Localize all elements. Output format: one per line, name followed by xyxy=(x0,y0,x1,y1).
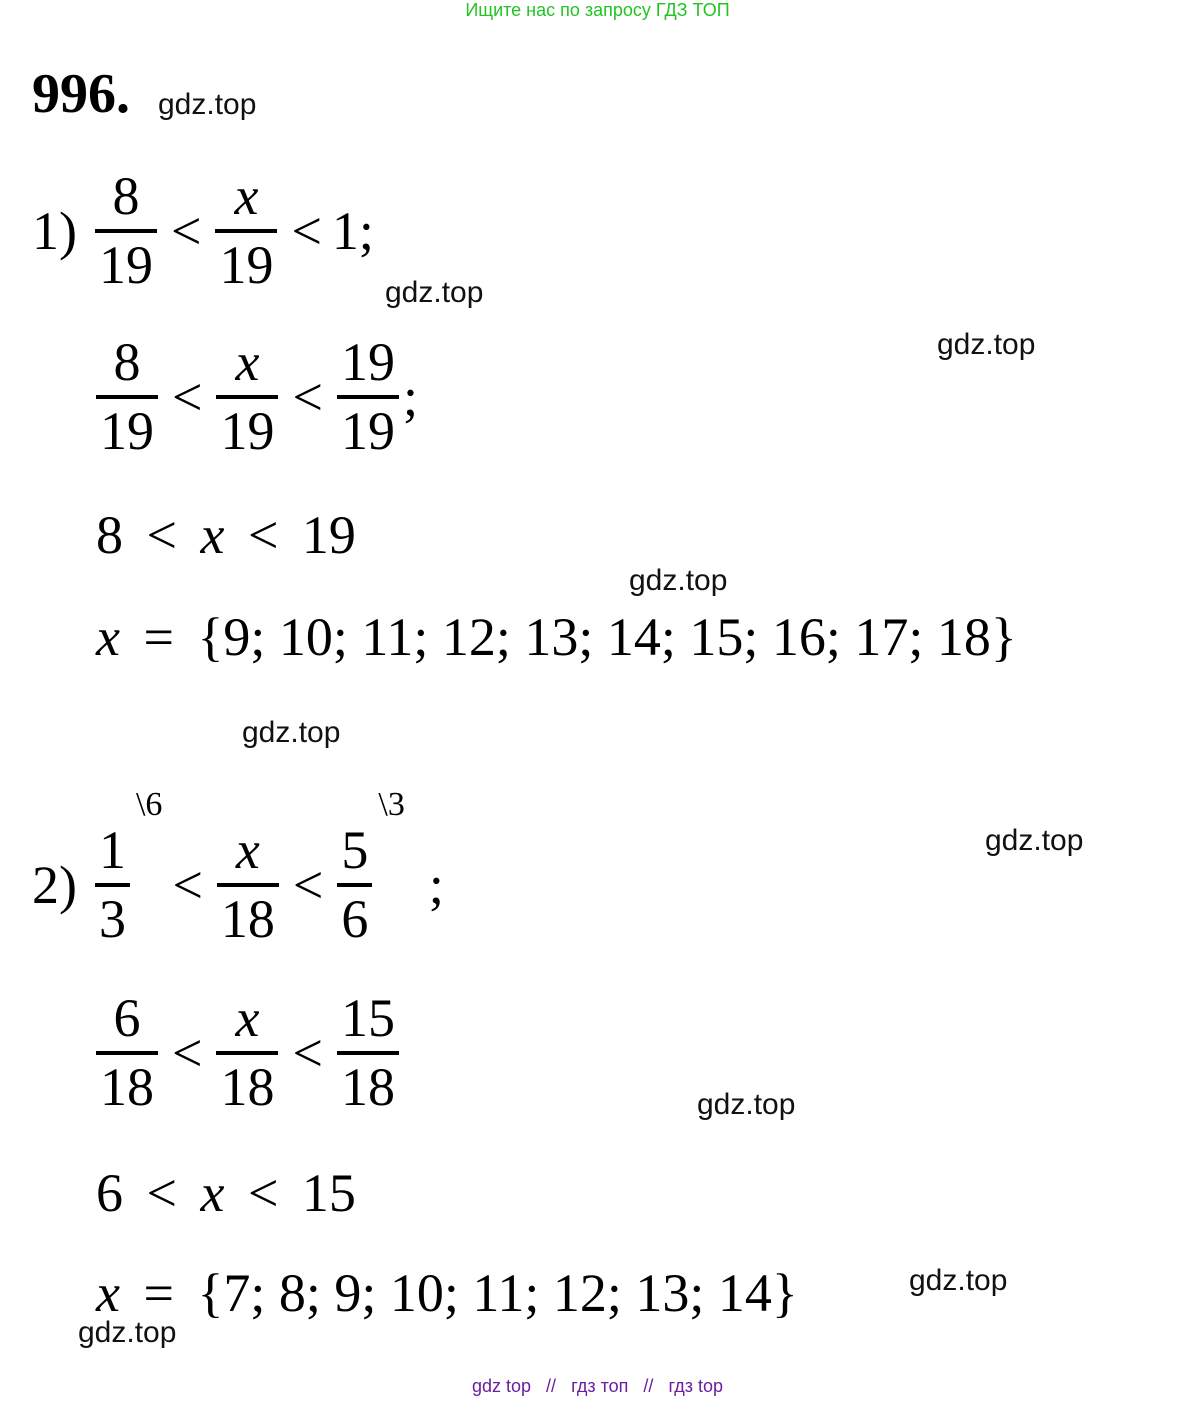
watermark: gdz.top xyxy=(985,824,1084,857)
part1-line3 xyxy=(96,505,356,565)
part2-label: 2) xyxy=(32,854,77,915)
fraction-bar xyxy=(96,395,158,399)
variable: x xyxy=(96,1263,120,1323)
watermark: gdz.top xyxy=(78,1316,177,1349)
variable: x xyxy=(96,607,120,667)
footer xyxy=(0,1376,1195,1397)
fraction-with-multiplier xyxy=(91,786,163,949)
less-than: < xyxy=(170,200,202,261)
rhs: 1; xyxy=(331,200,374,261)
part1-label: 1) xyxy=(32,200,77,261)
numerator: x xyxy=(234,166,259,226)
part1-line4 xyxy=(96,607,1017,667)
denominator: 19 xyxy=(98,234,153,295)
numerator: 19 xyxy=(340,332,395,392)
fraction-bar xyxy=(215,229,277,233)
fraction xyxy=(96,334,158,459)
fraction xyxy=(95,822,130,947)
multiplier-mark: \6 xyxy=(135,786,163,823)
fraction xyxy=(337,990,399,1115)
footer-link-gdz-top-mixed[interactable]: гдз top xyxy=(668,1376,723,1396)
watermark: gdz.top xyxy=(385,276,484,309)
equals: = xyxy=(143,1263,174,1323)
fraction-with-multiplier xyxy=(333,786,405,949)
numerator: 6 xyxy=(113,988,141,1048)
fraction-bar xyxy=(337,883,372,887)
less-than: < xyxy=(292,1022,323,1083)
variable: x xyxy=(200,505,225,565)
denominator: 18 xyxy=(340,1056,395,1117)
less-than: < xyxy=(172,1022,203,1083)
less-than: < xyxy=(291,200,322,261)
denominator: 19 xyxy=(220,400,275,461)
less-than: < xyxy=(292,366,323,427)
fraction xyxy=(337,334,399,459)
fraction xyxy=(95,168,157,293)
watermark: gdz.top xyxy=(629,564,728,597)
variable: x xyxy=(200,1163,225,1223)
numerator: 8 xyxy=(112,166,140,226)
part2-line2 xyxy=(92,990,403,1115)
equals: = xyxy=(143,607,174,667)
denominator: 19 xyxy=(340,400,395,461)
watermark: gdz.top xyxy=(697,1088,796,1121)
numerator: 15 xyxy=(340,988,395,1048)
left-bound: 8 xyxy=(96,505,123,565)
numerator: x xyxy=(235,820,260,880)
less-than: < xyxy=(172,366,203,427)
watermark: gdz.top xyxy=(242,716,341,749)
fraction-bar xyxy=(337,395,399,399)
less-than: < xyxy=(146,1163,177,1223)
less-than: < xyxy=(292,854,324,915)
solution-set: {9; 10; 11; 12; 13; 14; 15; 16; 17; 18} xyxy=(197,607,1017,667)
fraction xyxy=(337,822,372,947)
part1-line2 xyxy=(92,334,418,459)
watermark: gdz.top xyxy=(158,88,257,121)
fraction-bar xyxy=(337,1051,399,1055)
denominator: 6 xyxy=(341,888,369,949)
solution-set: {7; 8; 9; 10; 11; 12; 13; 14} xyxy=(197,1263,798,1323)
right-bound: 19 xyxy=(301,505,356,565)
denominator: 19 xyxy=(100,400,154,461)
semicolon: ; xyxy=(402,366,418,427)
numerator: 8 xyxy=(113,332,141,392)
problem-number: 996. xyxy=(32,63,130,125)
part2-line4 xyxy=(96,1263,798,1323)
multiplier-mark: \3 xyxy=(378,786,405,823)
numerator: x xyxy=(235,988,260,1048)
fraction-bar xyxy=(216,395,278,399)
less-than: < xyxy=(247,1163,279,1223)
footer-separator: // xyxy=(643,1376,654,1396)
fraction-bar xyxy=(96,1051,158,1055)
fraction-bar xyxy=(95,883,130,887)
fraction xyxy=(216,334,278,459)
numerator: 5 xyxy=(341,820,369,880)
footer-link-gdz-top[interactable]: gdz top xyxy=(471,1376,532,1396)
part2-line3 xyxy=(96,1163,356,1223)
fraction-bar xyxy=(95,229,157,233)
denominator: 3 xyxy=(98,888,126,949)
fraction xyxy=(215,168,277,293)
denominator: 18 xyxy=(220,888,275,949)
numerator: x xyxy=(235,332,260,392)
fraction-bar xyxy=(217,883,279,887)
fraction xyxy=(216,990,278,1115)
footer-separator: // xyxy=(546,1376,557,1396)
less-than: < xyxy=(247,505,279,565)
footer-link-gdz-top-ru[interactable]: гдз топ xyxy=(571,1376,629,1396)
left-bound: 6 xyxy=(96,1163,123,1223)
denominator: 18 xyxy=(220,1056,275,1117)
semicolon: ; xyxy=(428,854,444,915)
top-banner[interactable]: Ищите нас по запросу ГДЗ ТОП xyxy=(465,0,730,20)
denominator: 19 xyxy=(219,234,274,295)
fraction-bar xyxy=(216,1051,278,1055)
watermark: gdz.top xyxy=(909,1264,1008,1297)
less-than: < xyxy=(146,505,177,565)
right-bound: 15 xyxy=(301,1163,356,1223)
watermark: gdz.top xyxy=(937,328,1036,361)
numerator: 1 xyxy=(98,820,126,880)
less-than: < xyxy=(172,854,203,915)
part2-line1 xyxy=(32,786,444,949)
fraction xyxy=(96,990,158,1115)
fraction xyxy=(217,822,279,947)
denominator: 18 xyxy=(100,1056,154,1117)
part1-line1 xyxy=(32,168,374,293)
